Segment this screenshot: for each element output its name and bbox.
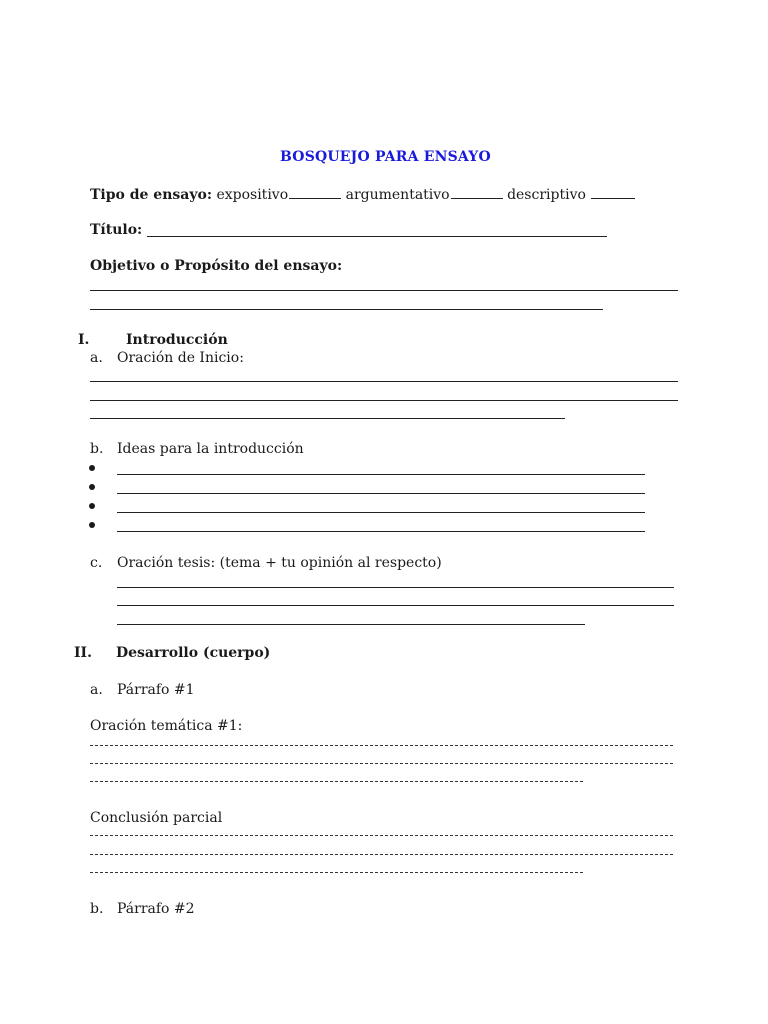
- title-field-label: Título:: [90, 222, 143, 238]
- title-field-line[interactable]: [147, 236, 607, 237]
- conclusion-dashed-line-2[interactable]: [90, 854, 673, 855]
- expositivo-blank[interactable]: [289, 186, 341, 199]
- page-title: BOSQUEJO PARA ENSAYO: [280, 149, 491, 165]
- section-ii-heading: Desarrollo (cuerpo): [116, 645, 271, 661]
- idea-line-3[interactable]: [117, 512, 645, 513]
- section-i-numeral: I.: [78, 332, 90, 348]
- essay-type-row: [90, 186, 635, 203]
- topic-dashed-line-1[interactable]: [90, 745, 673, 746]
- bullet-icon: [89, 484, 95, 490]
- item-a-marker: a.: [90, 350, 103, 366]
- section-ii-numeral: II.: [74, 645, 92, 661]
- essay-type-option-expositivo: expositivo: [216, 187, 289, 203]
- paragraph-1-label: Párrafo #1: [117, 682, 195, 698]
- thesis-label: Oración tesis: (tema + tu opinión al respecto): [117, 555, 442, 571]
- descriptivo-blank[interactable]: [591, 186, 635, 199]
- essay-type-option-argumentativo: argumentativo: [345, 187, 450, 203]
- topic-dashed-line-3[interactable]: [90, 781, 583, 782]
- thesis-line-2[interactable]: [117, 605, 674, 606]
- bullet-icon: [89, 465, 95, 471]
- objective-line-2[interactable]: [90, 309, 603, 310]
- objective-line-1[interactable]: [90, 290, 678, 291]
- paragraph-2-label: Párrafo #2: [117, 901, 195, 917]
- bullet-icon: [89, 522, 95, 528]
- topic-dashed-line-2[interactable]: [90, 763, 673, 764]
- essay-type-option-descriptivo: descriptivo: [507, 187, 586, 203]
- conclusion-dashed-line-3[interactable]: [90, 872, 583, 873]
- bullet-icon: [89, 503, 95, 509]
- topic-sentence-label: Oración temática #1:: [90, 718, 243, 734]
- conclusion-dashed-line-1[interactable]: [90, 835, 673, 836]
- opening-line-2[interactable]: [90, 400, 678, 401]
- partial-conclusion-label: Conclusión parcial: [90, 810, 223, 826]
- idea-line-4[interactable]: [117, 531, 645, 532]
- opening-line-1[interactable]: [90, 381, 678, 382]
- opening-sentence-label: Oración de Inicio:: [117, 350, 244, 366]
- opening-line-3[interactable]: [90, 418, 565, 419]
- objective-label: Objetivo o Propósito del ensayo:: [90, 258, 343, 274]
- thesis-line-1[interactable]: [117, 587, 674, 588]
- essay-type-label: Tipo de ensayo:: [90, 187, 212, 203]
- idea-line-2[interactable]: [117, 493, 645, 494]
- idea-line-1[interactable]: [117, 474, 645, 475]
- argumentativo-blank[interactable]: [451, 186, 503, 199]
- section-i-heading: Introducción: [126, 332, 228, 348]
- item-b-marker: b.: [90, 441, 104, 457]
- item-c-marker: c.: [90, 555, 103, 571]
- thesis-line-3[interactable]: [117, 624, 585, 625]
- paragraph-2-marker: b.: [90, 901, 104, 917]
- paragraph-1-marker: a.: [90, 682, 103, 698]
- intro-ideas-label: Ideas para la introducción: [117, 441, 304, 457]
